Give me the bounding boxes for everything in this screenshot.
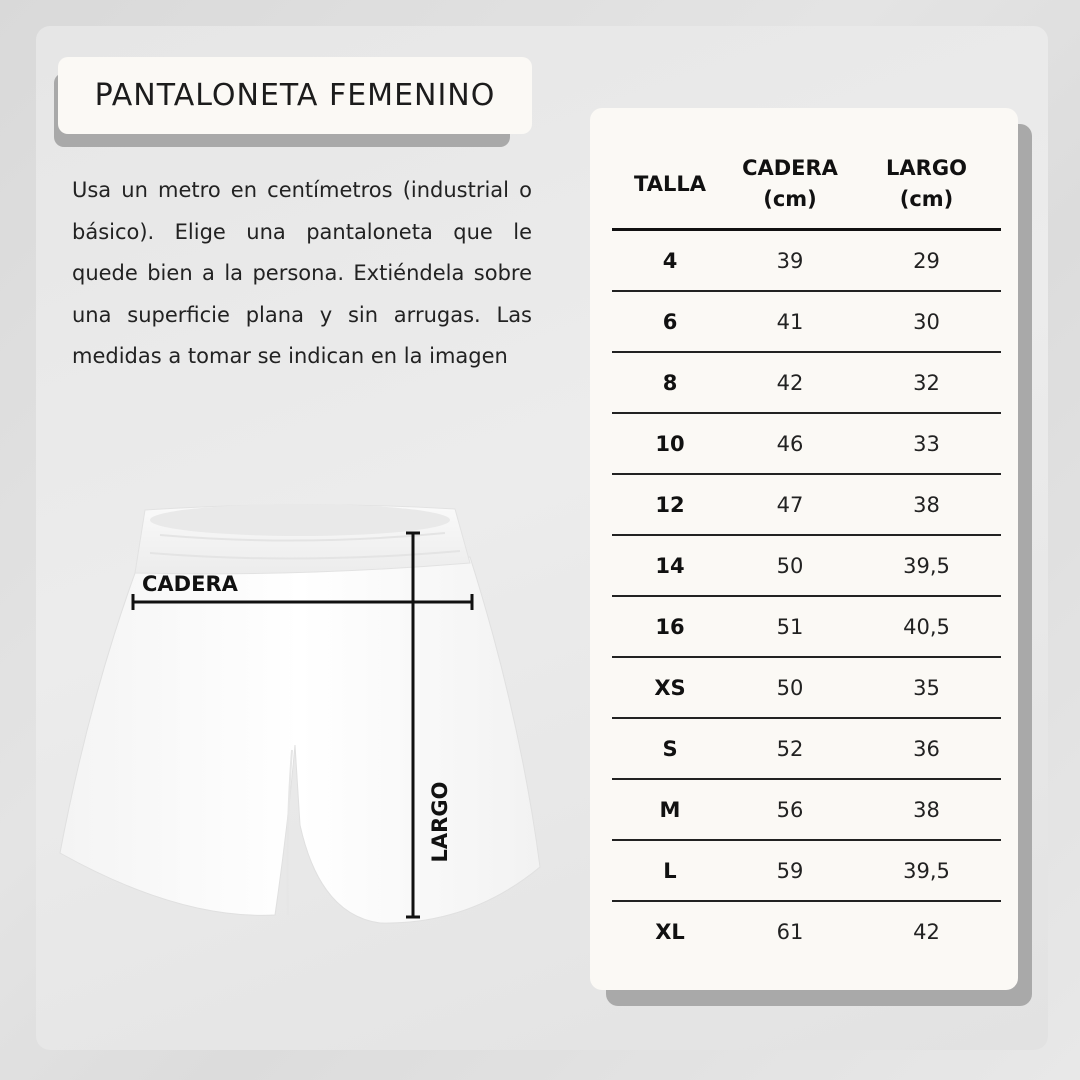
table-header-row [612,140,1001,230]
cell-length: 36 [852,718,1001,779]
table-row [612,352,1001,413]
cell-hip: 50 [728,535,852,596]
table-row [612,840,1001,901]
cell-size: L [612,840,728,901]
cell-length: 30 [852,291,1001,352]
table-row [612,230,1001,292]
cell-size: 10 [612,413,728,474]
table-row [612,901,1001,961]
cell-size: 6 [612,291,728,352]
cell-size: S [612,718,728,779]
shorts-waist-opening [150,504,450,536]
cell-hip: 41 [728,291,852,352]
table-row [612,657,1001,718]
cell-hip: 61 [776,919,804,944]
header-length: LARGO (cm) [852,140,1001,230]
cell-size: 4 [612,230,728,292]
header-hip: CADERA (cm) [728,140,852,230]
table-row [612,779,1001,840]
cell-hip: 42 [728,352,852,413]
cell-hip: 59 [728,840,852,901]
length-measure-label: LARGO [428,781,452,863]
cell-size: XL [655,919,685,944]
page-title: PANTALONETA FEMENINO [94,78,496,113]
cell-size: M [612,779,728,840]
cell-length: 42 [913,919,940,944]
cell-size: 12 [612,474,728,535]
cell-length: 32 [852,352,1001,413]
cell-length: 35 [852,657,1001,718]
title-box [58,57,532,134]
table-row [612,596,1001,657]
cell-size: XS [612,657,728,718]
header-size: TALLA [612,140,728,230]
cell-hip: 50 [728,657,852,718]
cell-length: 38 [852,779,1001,840]
table-row [612,413,1001,474]
size-table [612,140,1001,961]
hip-measure-label: CADERA [142,572,238,596]
cell-size: 16 [612,596,728,657]
table-row [612,291,1001,352]
shorts-illustration [50,495,550,935]
table-row [612,718,1001,779]
cell-length: 29 [852,230,1001,292]
cell-size: 14 [612,535,728,596]
cell-hip: 47 [728,474,852,535]
cell-hip: 39 [728,230,852,292]
cell-length: 40,5 [852,596,1001,657]
cell-size: 8 [612,352,728,413]
cell-hip: 51 [728,596,852,657]
table-row [612,474,1001,535]
cell-length: 38 [852,474,1001,535]
table-row [612,535,1001,596]
cell-hip: 46 [728,413,852,474]
shorts-body [60,557,540,923]
cell-length: 39,5 [852,840,1001,901]
instructions-text: Usa un metro en centímetros (industrial o básico). Elige una pantaloneta que le quede bien a la persona. Extiéndela sobre una superficie plana y sin arrugas. Las medidas a tomar se indican en la imagen [72,178,532,368]
cell-length: 39,5 [852,535,1001,596]
cell-length: 33 [852,413,1001,474]
cell-hip: 52 [728,718,852,779]
cell-hip: 56 [728,779,852,840]
